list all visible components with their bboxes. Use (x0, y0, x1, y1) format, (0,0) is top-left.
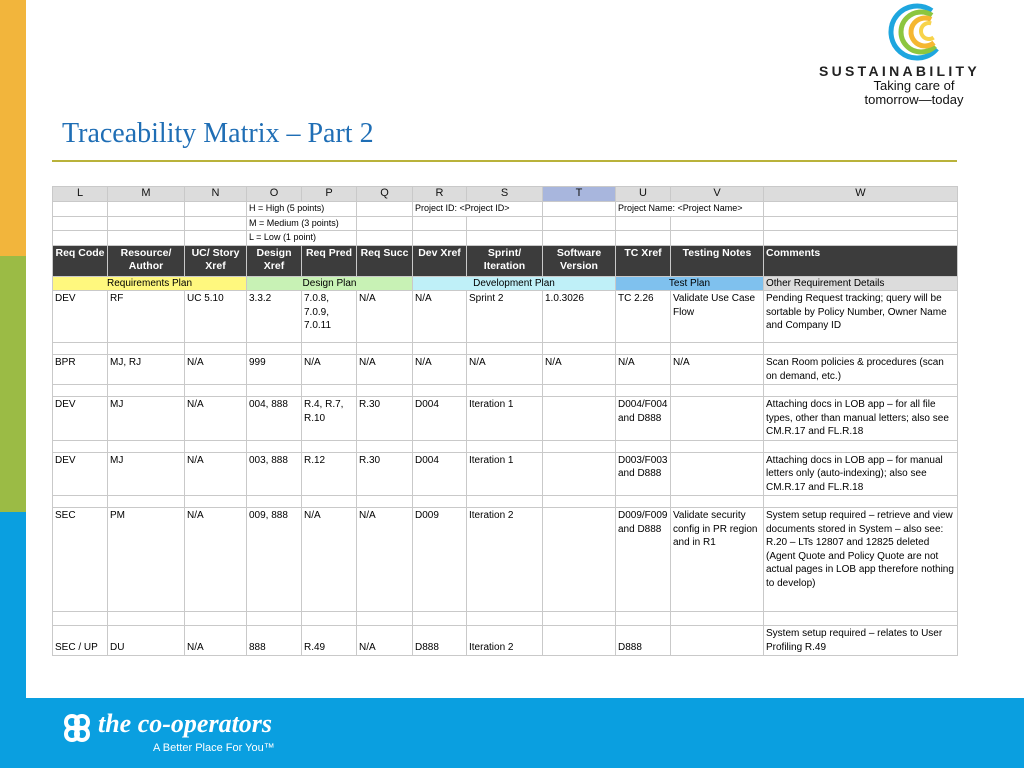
header-testing-notes: Testing Notes (671, 245, 764, 276)
table-cell[interactable]: N/A (357, 355, 413, 385)
table-cell[interactable]: D004 (413, 397, 467, 441)
empty-cell[interactable] (53, 440, 108, 452)
empty-cell[interactable] (413, 343, 467, 355)
empty-cell[interactable] (467, 440, 543, 452)
empty-cell[interactable] (467, 496, 543, 508)
table-cell[interactable]: MJ, RJ (108, 355, 185, 385)
tagline-line-2: tomorrow—today (864, 92, 964, 107)
empty-cell[interactable] (302, 385, 357, 397)
empty-cell[interactable] (764, 343, 958, 355)
empty-cell[interactable] (108, 440, 185, 452)
empty-cell[interactable] (543, 440, 616, 452)
empty-cell[interactable] (185, 343, 247, 355)
empty-cell[interactable] (53, 612, 108, 626)
note-row (53, 216, 958, 231)
header-tc-xref: TC Xref (616, 245, 671, 276)
sustainability-word: SUSTAINABILITY (819, 63, 981, 79)
table-row (53, 397, 958, 441)
empty-cell[interactable] (108, 343, 185, 355)
empty-cell[interactable] (543, 612, 616, 626)
empty-cell[interactable] (302, 612, 357, 626)
table-cell[interactable]: N/A (357, 291, 413, 343)
header-comments: Comments (764, 245, 958, 276)
table-cell[interactable]: D888 (616, 626, 671, 656)
empty-cell[interactable] (108, 385, 185, 397)
table-cell[interactable]: Validate Use Case Flow (671, 291, 764, 343)
spacer-row (53, 343, 958, 355)
table-cell[interactable]: N/A (185, 355, 247, 385)
table-cell[interactable]: Validate security config in PR region and in R1 (671, 508, 764, 612)
table-cell[interactable]: Attaching docs in LOB app – for all file types, other than manual letters; also see CM.R.17 and FL.R.18 (764, 397, 958, 441)
col-letter-u[interactable]: U (616, 187, 671, 202)
header-sprint-iteration: Sprint/ Iteration (467, 245, 543, 276)
spacer-row (53, 385, 958, 397)
table-cell[interactable]: D004/F004 and D888 (616, 397, 671, 441)
table-cell[interactable]: D009/F009 and D888 (616, 508, 671, 612)
cooperators-tagline: A Better Place For You™ (153, 742, 275, 754)
empty-cell[interactable] (671, 343, 764, 355)
header-dev-xref: Dev Xref (413, 245, 467, 276)
table-row (53, 452, 958, 496)
empty-cell[interactable] (357, 496, 413, 508)
table-cell[interactable]: 888 (247, 626, 302, 656)
table-cell[interactable]: D004 (413, 452, 467, 496)
empty-cell[interactable] (357, 343, 413, 355)
empty-cell[interactable] (185, 612, 247, 626)
table-cell[interactable]: RF (108, 291, 185, 343)
empty-cell[interactable] (53, 385, 108, 397)
group-other-details: Other Requirement Details (764, 276, 958, 291)
table-cell[interactable]: N/A (357, 626, 413, 656)
table-cell[interactable]: UC 5.10 (185, 291, 247, 343)
side-bar-green (0, 256, 26, 512)
empty-cell[interactable] (671, 385, 764, 397)
table-cell[interactable]: System setup required – relates to User Profiling R.49 (764, 626, 958, 656)
table-cell[interactable]: D009 (413, 508, 467, 612)
table-cell[interactable]: Iteration 1 (467, 452, 543, 496)
table-cell[interactable]: 1.0.3026 (543, 291, 616, 343)
table-cell[interactable]: DEV (53, 452, 108, 496)
table-cell[interactable]: MJ (108, 397, 185, 441)
sustainability-tagline (834, 79, 994, 107)
empty-cell[interactable] (413, 385, 467, 397)
empty-cell[interactable] (764, 385, 958, 397)
spacer-row (53, 440, 958, 452)
table-cell[interactable]: N/A (357, 508, 413, 612)
spacer-row (53, 496, 958, 508)
table-cell[interactable]: N/A (467, 355, 543, 385)
col-letter-r[interactable]: R (413, 187, 467, 202)
empty-cell[interactable] (53, 343, 108, 355)
group-design-plan: Design Plan (247, 276, 413, 291)
table-cell[interactable]: TC 2.26 (616, 291, 671, 343)
table-cell[interactable] (543, 397, 616, 441)
empty-cell[interactable] (413, 612, 467, 626)
table-cell[interactable]: 004, 888 (247, 397, 302, 441)
table-cell[interactable]: R.30 (357, 452, 413, 496)
table-cell[interactable] (671, 397, 764, 441)
table-cell[interactable]: N/A (413, 355, 467, 385)
empty-cell[interactable] (616, 612, 671, 626)
note-row (53, 231, 958, 246)
empty-cell[interactable] (543, 343, 616, 355)
empty-cell[interactable] (302, 343, 357, 355)
note-project-id: Project ID: <Project ID> (413, 202, 543, 217)
empty-cell[interactable] (357, 440, 413, 452)
empty-cell[interactable] (764, 612, 958, 626)
table-cell[interactable] (671, 626, 764, 656)
table-cell[interactable]: PM (108, 508, 185, 612)
empty-cell[interactable] (616, 343, 671, 355)
cooperators-knot-icon (58, 710, 96, 746)
table-cell[interactable]: N/A (543, 355, 616, 385)
cooperators-name: the co-operators (98, 709, 273, 738)
empty-cell[interactable] (467, 343, 543, 355)
table-cell[interactable]: R.30 (357, 397, 413, 441)
empty-cell[interactable] (616, 496, 671, 508)
table-cell[interactable]: Pending Request tracking; query will be sortable by Policy Number, Owner Name and Company ID (764, 291, 958, 343)
col-letter-s[interactable]: S (467, 187, 543, 202)
empty-cell[interactable] (616, 385, 671, 397)
note-high: H = High (5 points) (247, 202, 357, 217)
table-cell[interactable]: DU (108, 626, 185, 656)
empty-cell[interactable] (247, 343, 302, 355)
header-req-succ: Req Succ (357, 245, 413, 276)
table-cell[interactable]: 009, 888 (247, 508, 302, 612)
empty-cell[interactable] (764, 496, 958, 508)
table-cell[interactable] (543, 508, 616, 612)
empty-cell[interactable] (616, 440, 671, 452)
table-cell[interactable]: Sprint 2 (467, 291, 543, 343)
table-cell[interactable]: R.4, R.7, R.10 (302, 397, 357, 441)
sustainability-swirl-icon (880, 2, 950, 62)
table-cell[interactable]: N/A (616, 355, 671, 385)
group-development-plan: Development Plan (413, 276, 616, 291)
cooperators-logo (58, 708, 318, 760)
empty-cell[interactable] (671, 496, 764, 508)
table-cell[interactable]: N/A (413, 291, 467, 343)
table-cell[interactable]: N/A (671, 355, 764, 385)
col-letter-n[interactable]: N (185, 187, 247, 202)
empty-cell[interactable] (357, 385, 413, 397)
empty-cell[interactable] (302, 496, 357, 508)
col-letter-w[interactable]: W (764, 187, 958, 202)
empty-cell[interactable] (764, 440, 958, 452)
table-cell[interactable]: 999 (247, 355, 302, 385)
col-letter-m[interactable]: M (108, 187, 185, 202)
col-letter-t[interactable]: T (543, 187, 616, 202)
empty-cell[interactable] (413, 440, 467, 452)
table-cell[interactable]: R.49 (302, 626, 357, 656)
col-letter-q[interactable]: Q (357, 187, 413, 202)
table-cell[interactable]: N/A (302, 508, 357, 612)
header-req-code: Req Code (53, 245, 108, 276)
empty-cell[interactable] (247, 385, 302, 397)
tagline-line-1: Taking care of (873, 78, 955, 93)
table-cell[interactable]: D888 (413, 626, 467, 656)
table-cell[interactable]: Scan Room policies & procedures (scan on demand, etc.) (764, 355, 958, 385)
table-row (53, 508, 958, 612)
empty-cell[interactable] (247, 440, 302, 452)
table-cell[interactable]: N/A (185, 626, 247, 656)
empty-cell[interactable] (671, 440, 764, 452)
spacer-row (53, 612, 958, 626)
group-row (53, 276, 958, 291)
table-cell[interactable]: N/A (185, 452, 247, 496)
header-design-xref: Design Xref (247, 245, 302, 276)
table-row (53, 626, 958, 656)
note-project-name: Project Name: <Project Name> (616, 202, 764, 217)
empty-cell[interactable] (108, 496, 185, 508)
col-letter-v[interactable]: V (671, 187, 764, 202)
note-row (53, 202, 958, 217)
note-medium: M = Medium (3 points) (247, 216, 357, 231)
empty-cell[interactable] (53, 496, 108, 508)
table-cell[interactable]: D003/F003 and D888 (616, 452, 671, 496)
note-low: L = Low (1 point) (247, 231, 357, 246)
table-cell[interactable]: Iteration 2 (467, 626, 543, 656)
table-cell[interactable] (543, 452, 616, 496)
group-test-plan: Test Plan (616, 276, 764, 291)
table-cell[interactable]: N/A (302, 355, 357, 385)
col-letter-l[interactable]: L (53, 187, 108, 202)
table-cell[interactable]: DEV (53, 397, 108, 441)
empty-cell[interactable] (185, 496, 247, 508)
table-cell[interactable]: 003, 888 (247, 452, 302, 496)
empty-cell[interactable] (467, 385, 543, 397)
table-row (53, 355, 958, 385)
table-cell[interactable]: System setup required – retrieve and view documents stored in System – also see: R.20 – LTs 12807 and 12825 deleted (Agent Quote and Policy Quote are not actual pages in LOB app therefore nothing to develop) (764, 508, 958, 612)
empty-cell[interactable] (302, 440, 357, 452)
header-software-version: Software Version (543, 245, 616, 276)
table-cell[interactable] (671, 452, 764, 496)
table-cell[interactable]: 3.3.2 (247, 291, 302, 343)
empty-cell[interactable] (247, 496, 302, 508)
empty-cell[interactable] (543, 496, 616, 508)
table-cell[interactable]: Iteration 1 (467, 397, 543, 441)
empty-cell[interactable] (108, 612, 185, 626)
empty-cell[interactable] (247, 612, 302, 626)
column-letter-row (53, 187, 958, 202)
table-row (53, 291, 958, 343)
table-cell[interactable]: SEC (53, 508, 108, 612)
col-letter-o[interactable]: O (247, 187, 302, 202)
empty-cell[interactable] (185, 385, 247, 397)
header-resource-author: Resource/ Author (108, 245, 185, 276)
empty-cell[interactable] (185, 440, 247, 452)
table-cell[interactable] (543, 626, 616, 656)
side-bar-orange (0, 0, 26, 256)
empty-cell[interactable] (467, 612, 543, 626)
slide-title: Traceability Matrix – Part 2 (62, 118, 374, 149)
group-requirements-plan: Requirements Plan (53, 276, 247, 291)
header-uc-story-xref: UC/ Story Xref (185, 245, 247, 276)
table-cell[interactable]: 7.0.8, 7.0.9, 7.0.11 (302, 291, 357, 343)
title-divider (52, 160, 957, 162)
table-cell[interactable]: MJ (108, 452, 185, 496)
table-cell[interactable]: R.12 (302, 452, 357, 496)
empty-cell[interactable] (543, 385, 616, 397)
table-cell[interactable]: N/A (185, 397, 247, 441)
table-cell[interactable]: N/A (185, 508, 247, 612)
header-row (53, 245, 958, 276)
empty-cell[interactable] (671, 612, 764, 626)
table-cell[interactable]: SEC / UP (53, 626, 108, 656)
header-req-pred: Req Pred (302, 245, 357, 276)
table-cell[interactable]: Iteration 2 (467, 508, 543, 612)
table-cell[interactable]: DEV (53, 291, 108, 343)
empty-cell[interactable] (357, 612, 413, 626)
table-cell[interactable]: BPR (53, 355, 108, 385)
traceability-matrix-table (52, 186, 958, 656)
col-letter-p[interactable]: P (302, 187, 357, 202)
empty-cell[interactable] (413, 496, 467, 508)
matrix-body (53, 291, 958, 656)
table-cell[interactable]: Attaching docs in LOB app – for manual letters only (auto-indexing); also see CM.R.17 and FL.R.18 (764, 452, 958, 496)
